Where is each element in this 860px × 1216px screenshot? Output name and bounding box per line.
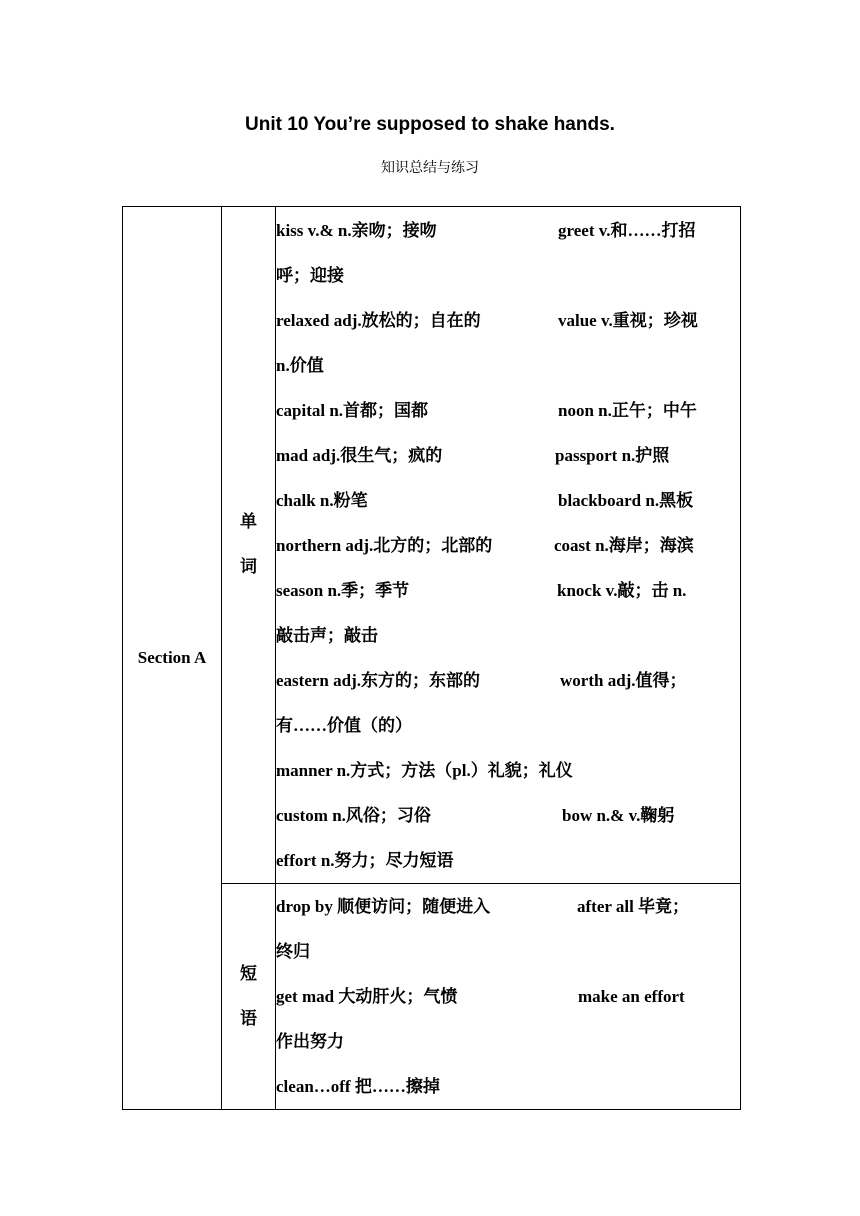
vocab-line	[276, 793, 740, 838]
phrase-line	[276, 1064, 740, 1109]
vocab-entry: 呼；迎接	[276, 265, 344, 285]
vocab-entry: kiss v.& n.亲吻；接吻	[276, 220, 437, 240]
vocab-line	[276, 613, 740, 658]
vocab-entry: mad adj.很生气；疯的	[276, 445, 443, 465]
vocab-entry: northern adj.北方的；北部的	[276, 535, 493, 555]
vocab-entry: effort n.努力；尽力短语	[276, 850, 454, 870]
phrase-entry: get mad 大动肝火；气愤	[276, 987, 458, 1006]
document-subtitle: 知识总结与练习	[381, 160, 479, 176]
vocab-line	[276, 703, 740, 748]
vocab-content	[276, 207, 741, 884]
phrase-entry: drop by 顺便访问；随便进入	[276, 897, 491, 916]
phrase-category-label	[222, 884, 276, 1110]
phrase-line	[276, 974, 740, 1019]
vocab-line	[276, 433, 740, 478]
vocab-entry: 敲击声；敲击	[276, 625, 378, 645]
vocab-line	[276, 388, 740, 433]
vocab-entry: relaxed adj.放松的；自在的	[276, 310, 481, 330]
vocab-entry: greet v.和……打招	[558, 220, 696, 240]
phrase-label-char-1: 短	[240, 963, 257, 984]
vocab-entry: coast n.海岸；海滨	[554, 535, 694, 555]
vocab-entry: blackboard n.黑板	[558, 490, 694, 510]
vocab-entry: bow n.& v.鞠躬	[562, 805, 675, 825]
vocab-entry: custom n.风俗；习俗	[276, 805, 431, 825]
document-title: Unit 10 You’re supposed to shake hands.	[245, 114, 615, 135]
phrase-entry: make an effort	[578, 987, 685, 1006]
vocab-entry: season n.季；季节	[276, 580, 410, 600]
phrase-label-char-2: 语	[240, 1008, 257, 1029]
vocab-line	[276, 838, 740, 883]
vocab-line	[276, 658, 740, 703]
vocab-line	[276, 343, 740, 388]
vocab-entry: noon n.正午；中午	[558, 400, 697, 420]
phrase-entry: 作出努力	[276, 1032, 344, 1051]
vocab-entry: n.价值	[276, 355, 324, 375]
phrase-entry: 终归	[276, 942, 310, 961]
summary-table	[122, 206, 741, 1110]
vocab-line	[276, 298, 740, 343]
vocab-category-label	[222, 207, 276, 884]
vocab-line	[276, 208, 740, 253]
vocab-entry: manner n.方式；方法（pl.）礼貌；礼仪	[276, 760, 573, 780]
vocab-line	[276, 253, 740, 298]
vocab-line	[276, 523, 740, 568]
vocab-line	[276, 748, 740, 793]
phrase-line	[276, 1019, 740, 1064]
vocab-entry: value v.重视；珍视	[558, 310, 698, 330]
vocab-entry: knock v.敲；击 n.	[557, 580, 687, 600]
vocab-entry: capital n.首都；国都	[276, 400, 429, 420]
vocab-line	[276, 478, 740, 523]
phrase-entry: after all 毕竟；	[577, 897, 690, 916]
section-label: Section A	[123, 207, 222, 1110]
vocab-entry: 有……价值（的）	[276, 715, 412, 735]
phrase-entry: clean…off 把……擦掉	[276, 1077, 440, 1096]
vocab-entry: passport n.护照	[555, 445, 670, 465]
phrase-line	[276, 929, 740, 974]
vocab-line	[276, 568, 740, 613]
vocab-label-char-2: 词	[240, 557, 257, 577]
vocab-entry: chalk n.粉笔	[276, 490, 368, 510]
phrase-line	[276, 884, 740, 929]
phrase-content	[276, 884, 741, 1110]
vocab-entry: worth adj.值得；	[560, 670, 687, 690]
vocab-label-char-1: 单	[240, 512, 257, 532]
vocab-entry: eastern adj.东方的；东部的	[276, 670, 480, 690]
